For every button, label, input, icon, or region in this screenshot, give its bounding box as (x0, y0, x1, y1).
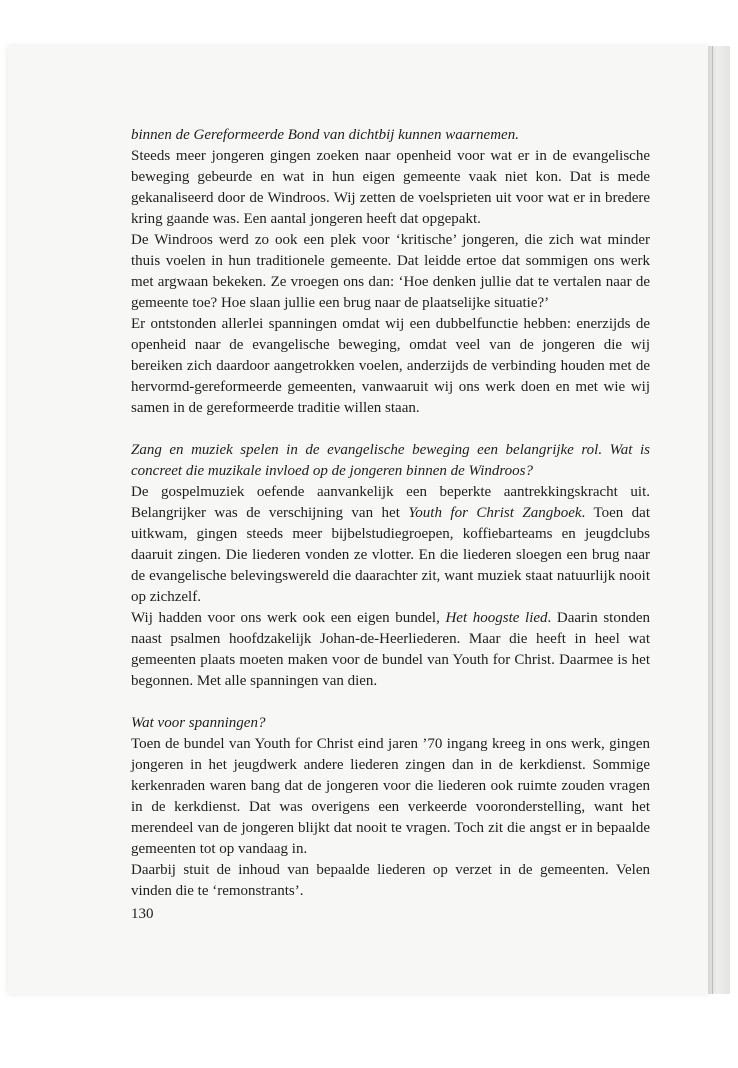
paragraph-gap (131, 692, 650, 713)
book-title: Het hoogste lied (445, 610, 548, 626)
answer-paragraph (131, 608, 650, 692)
text-run: . Daarin stonden naast psalmen hoofdzakelijk Johan-de-Heerliederen. Maar die heeft in heel wat gemeenten plaats moeten maken voor de bundel van Youth for Christ. Daarmee is het begonnen. Met alle spanningen van dien. (131, 610, 650, 689)
book-title: Youth for Christ Zangboek (408, 505, 582, 521)
paragraph-gap (131, 419, 650, 440)
text-run: Wij hadden voor ons werk ook een eigen bundel, (131, 610, 446, 626)
interview-question: binnen de Gereformeerde Bond van dichtbij kunnen waarnemen. (131, 127, 519, 143)
answer-paragraph (131, 482, 650, 608)
answer-paragraph: Steeds meer jongeren gingen zoeken naar openheid voor wat er in de evangelische beweging gebeurde en wat in hun eigen gemeente vaak niet kon. Dat is mede gekanaliseerd door de Windroos. Wij zetten de voelsprieten uit voor wat er in bredere kring gaande was. Een aantal jongeren heeft dat opgepakt. (131, 148, 650, 227)
text-run: . Toen dat uitkwam, gingen steeds meer bijbelstudiegroepen, koffiebarteams en jeugdclubs daaruit zingen. Die liederen vonden ze vlotter. En die liederen sloegen een brug naar de evangelische belevingswereld die daarachter zit, want muziek staat natuurlijk nooit op zichzelf. (131, 505, 651, 605)
interview-question: Wat voor spanningen? (131, 715, 266, 731)
text-run: De gospelmuziek oefende aanvankelijk een beperkte aantrekkingskracht uit. Belangrijker was de verschijning van het (131, 484, 650, 521)
answer-paragraph: Er ontstonden allerlei spanningen omdat wij een dubbelfunctie hebben: enerzijds de openheid naar de evangelische beweging, omdat veel van de jongeren die wij bereiken zich daardoor aangetrokken voelen, anderzijds de verbinding houden met de hervormd-gereformeerde gemeenten, vanwaaruit wij ons werk doen en met wie wij samen in de gereformeerde traditie willen staan. (131, 316, 650, 416)
page-number: 130 (131, 906, 154, 922)
page-text (131, 125, 650, 902)
answer-paragraph: Daarbij stuit de inhoud van bepaalde liederen op verzet in de gemeenten. Velen vinden die te ‘remonstrants’. (131, 862, 650, 899)
answer-paragraph: Toen de bundel van Youth for Christ eind jaren ’70 ingang kreeg in ons werk, gingen jongeren in het jeugdwerk andere liederen zingen dan in de kerkdienst. Sommige kerkenraden waren bang dat de jongeren voor die liederen ook ruimte zouden vragen in de kerkdienst. Dat was overigens een verkeerde vooronderstelling, want het merendeel van de jongeren blijkt dat nooit te vragen. Toch zit die angst er in bepaalde gemeenten tot op vandaag in. (131, 736, 650, 857)
page-edge-line (712, 46, 713, 994)
answer-paragraph: De Windroos werd zo ook een plek voor ‘kritische’ jongeren, die zich wat minder thuis voelen in hun traditionele gemeente. Dat leidde ertoe dat sommigen ons werk met argwaan bekeken. Ze vroegen ons dan: ‘Hoe denken jullie dat te vertalen naar de gemeente toe? Hoe slaan jullie een brug naar de plaatselijke situatie?’ (131, 232, 650, 311)
interview-question: Zang en muziek spelen in de evangelische beweging een belangrijke rol. Wat is concreet die muzikale invloed op de jongeren binnen de Windroos? (131, 442, 650, 479)
